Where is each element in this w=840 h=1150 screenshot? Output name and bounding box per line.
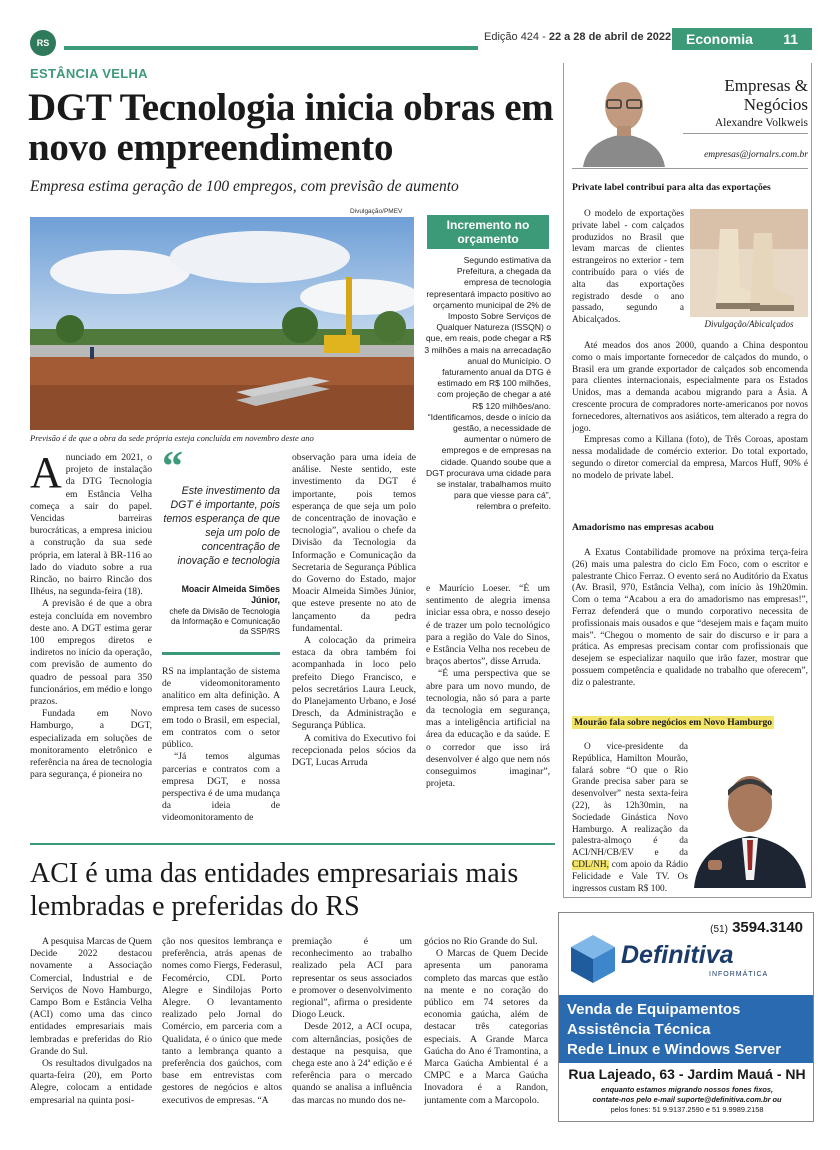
- column-title: Empresas & Negócios: [724, 76, 808, 114]
- ad-phone-area: (51): [710, 924, 728, 935]
- column-subhead: Private label contribui para alta das exportações: [572, 182, 771, 193]
- article2-column-1: [30, 936, 152, 1126]
- article2-paragraph: Desde 2012, a ACI ocupa, com alternâncias, posições de destaque na pesquisa, que chega este ano à 24ª edição e é referência para o mercado quando se analisa a influência das marcas no mundo dos ne-: [292, 1021, 412, 1106]
- article2-column-4: [424, 936, 548, 1126]
- ad-note: enquanto estamos migrando nossos fones fixos,: [600, 1085, 774, 1094]
- quote-author-role: chefe da Divisão de Tecnologia da Informação e Comunicação da SSP/RS: [169, 607, 280, 636]
- ad-phone-number: 3594.3140: [732, 919, 803, 936]
- article2-paragraph: premiação é um reconhecimento ao trabalho realizado pela ACI para representar os seus associados e promover o desenvolvimento regional”, afirma o presidente Diogo Leuck.: [292, 936, 412, 1021]
- section-tab: [672, 28, 812, 50]
- sidebox-title: Incremento no orçamento: [427, 215, 549, 249]
- article-divider: [30, 843, 555, 845]
- article1-column-3: [292, 452, 416, 832]
- ad-phone: [710, 919, 803, 936]
- column-paragraph: A Exatus Contabilidade promove na próxima terça-feira (26) mais uma palestra do ciclo Em Foco, com o escritor e palestrante Chico Ferraz. O evento será no Auditório da Exatus (Av. Brasil, 970, Estância Velha), com início às 19h20min. Com o tema “Acabou a era do amadorismo nas empresas!”, Ferraz defenderá que o mundo corporativo necessita de profissionais mais ousados e que “desejem mais e façam muito mais”. “Chegou o momento de sair do discurso e ir para a prática. As empresas precisam contar com profissionais que desejem se especializar naquilo que irão fazer, mostrar que possuem competência e qualidade no trabalho que oferecem”, diz o palestrante.: [572, 548, 808, 688]
- article1-paragraph: “Já temos algumas parcerias e contratos com a empresa DGT, e nossa perspectiva é de uma mudança da ideia de videomonitoramento de: [162, 751, 280, 824]
- drop-cap: A: [30, 452, 62, 497]
- column-rule: [572, 168, 808, 169]
- advertisement[interactable]: [558, 912, 814, 1122]
- ad-services: [559, 995, 814, 1063]
- article1-paragraph: Fundada em Novo Hamburgo, a DGT, especializada em soluções de monitoramento eletrônico e referência na área de tecnologia para segurança, é pioneira no: [30, 708, 152, 781]
- article1-column-1: [30, 452, 152, 832]
- header-rule: [64, 46, 478, 50]
- article1-paragraph: nunciado em 2021, o projeto de instalação da DTG Tecnologia em Estância Velha começa a sair do papel. Vencidas barreiras burocráticas, a empresa iniciou a construção da sua sede própria, em lateral à BR-116 ao lado do viaduto sobre a rua Rincão, no bairro Rincão dos Ilhéus, na segunda-feira (18).: [30, 452, 152, 598]
- boots-photo: [690, 209, 808, 317]
- ad-brand: Definitiva: [621, 941, 734, 969]
- article1-paragraph: e Maurício Loeser. “É um sentimento de alegria imensa iniciar essa obra, e nosso desejo é de trazer um polo tecnológico para a região do Vale do Sinos, e Estância Velha nos recebeu de braços abertos”, disse Arruda.: [426, 583, 550, 668]
- article1-paragraph: RS na implantação de sistema de videomonitoramento analítico em alta definição. A empresa tem cases de sucesso em todo o Brasil, em especial, em contratos com o setor público.: [162, 666, 280, 751]
- article2-paragraph: A pesquisa Marcas de Quem Decide 2022 destacou novamente a Associação Comercial, Industrial e de Serviços de Novo Hamburgo, Campo Bom e Estância Velha (ACI) como uma das cinco entidades empresariais mais lembradas e preferidas do Rio Grande do Sul.: [30, 936, 152, 1057]
- column-paragraph: Empresas como a Killana (foto), de Três Coroas, apostam nessa modalidade de comércio exterior. Do total exportado, segundo o diretor comercial da empresa, Marcos Huff, 90% é no modelo de private label.: [572, 435, 808, 481]
- column-paragraph-end: com apoio da Rádio Felicidade e Vale TV. Os ingressos custam R$ 100.: [572, 859, 688, 892]
- article2-paragraph: ção nos quesitos lembrança e preferência, atrás apenas de nomes como Fiergs, Federasul, Fecomércio, CDL Porto Alegre e Sindilojas Porto Alegre. O levantamento realizado pelo Jornal do Comércio, em parceria com a Qualidata, é o único que mede tanto a lembrança quanto a preferência dos gaúchos, com base em entrevistas com gestores de negócios e altos executivos de empresas. “A: [162, 936, 282, 1106]
- article2-paragraph: gócios no Rio Grande do Sul.: [424, 936, 538, 947]
- article2-paragraph: Os resultados divulgados na quarta-feira (20), em Porto Alegre, colocam a entidade empresarial na quinta posi-: [30, 1058, 152, 1106]
- sidebox-text: Segundo estimativa da Prefeitura, a chegada da empresa de tecnologia representará impacto positivo ao orçamento municipal de 2% de Imposto Sobre Serviços de Qualquer Natureza (ISSQN) o que, em reais, pode chegar a R$ 3 milhões a mais na arrecadação anual do Município. O faturamento anual da DTG é estimado em R$ 100 milhões, com projeção de chegar a até R$ 120 milhões/ano. “Identificamos, desde o início da gestão, a necessidade de aumentar o número de empregos e de empresas na cidade. Quando soube que a DGT procurava uma cidade para se instalar, trabalhamos muito para que viesse para cá”, relembra o prefeito.: [424, 255, 551, 512]
- column-paragraph: O vice-presidente da República, Hamilton Mourão, falará sobre “O que o Rio Grande precisa saber para se desenvolver” nesta sexta-feira (22), às 12h30min, na Sociedade Ginástica Novo Hamburgo. A realização da palestra-almoço é da ACI/NH/CB/EV e da: [572, 742, 688, 859]
- columnist-photo: [577, 70, 671, 167]
- construction-site-photo[interactable]: [30, 217, 414, 430]
- article1-paragraph: A colocação da primeira estaca da obra também foi acompanhada in loco pelo prefeito Diego Francisco, e pelos secretários Laura Leuck, do Planejamento Urbano, e José Dresch, da Administração e Segurança Pública.: [292, 635, 416, 732]
- edition-info: [484, 31, 671, 43]
- article2-column-2: [162, 936, 282, 1126]
- photo-credit: Divulgação/PMEV: [350, 208, 403, 215]
- column-paragraph: O modelo de exportações private label - com calçados produzidos no Brasil que levam marcas de clientes estrangeiros no exterior - tem contribuído para o viés de alta das exportações registrado desde o ano passado, segundo a Abicalçados.: [572, 209, 684, 326]
- column-section-1-intro: [572, 209, 684, 341]
- column-paragraph: Até meados dos anos 2000, quando a China despontou como o mais importante fornecedor de calçados do mundo, o Brasil era um grande exportador de calçados sob encomenda para clientes internacionais, especialmente para os Estados Unidos, mas a demanda acabou migrando para a Ásia. A crescente procura de compradores norte-americanos por novos fornecedores, alternativos aos asiáticos, tem alterado a regra do jogo.: [572, 341, 808, 434]
- quote-text: Este investimento da DGT é importante, pois temos esperança de que seja um polo de concentração de inovação e tecnologia: [163, 485, 280, 567]
- vice-president-photo: [690, 760, 810, 888]
- article1-paragraph: observação para uma ideia de análise. Neste sentido, este investimento da DGT é importante, pois temos esperança de que seja um polo de concentração de inovação e tecnologia”, avaliou o chefe da Divisão da Tecnologia da Informação e Comunicação da Secretaria de Segurança Pública do Governo do Estado, major Moacir Almeida Simões Júnior, que esteve presente no ato de lançamento da pedra fundamental.: [292, 452, 416, 634]
- highlighted-text: CDL/NH,: [572, 859, 609, 870]
- column-subhead: Amadorismo nas empresas acabou: [572, 522, 714, 533]
- ad-note: contate-nos pelo e-mail suporte@definitiva.com.br ou: [592, 1095, 782, 1104]
- newspaper-logo: [30, 30, 56, 56]
- photo-caption: Divulgação/Abicalçados: [704, 319, 794, 329]
- article-kicker: ESTÂNCIA VELHA: [30, 66, 148, 81]
- ad-service: Rede Linux e Windows Server: [567, 1041, 782, 1058]
- pull-quote: [162, 444, 280, 652]
- article2-paragraph: O Marcas de Quem Decide apresenta um panorama completo das marcas que estão na mente e no coração do público em 74 setores da economia gaúcha, além de destacar três categorias especiais. A Grande Marca Gaúcha do Ano é Tramontina, a Marca Gaúcha Ambiental é a CMPC e a Marca Gaúcha Inovadora é a Randon, juntamente com a Marcopolo.: [424, 948, 548, 1106]
- edition-number: Edição 424 -: [484, 31, 549, 43]
- article1-paragraph: A comitiva do Executivo foi recepcionada pelos sócios da DGT, Lucas Arruda: [292, 732, 416, 769]
- column-section-2: [572, 548, 808, 710]
- article1-paragraph: “É uma perspectiva que se abre para um novo mundo, de tecnologia, não só para a parte da tecnologia em segurança, mas a inteligência artificial na área da educação e da saúde. E o corredor que isso irá desenvolver é algo que nem nós conseguimos imaginar”, projeta.: [426, 668, 550, 790]
- ad-brand-sub: INFORMÁTICA: [709, 971, 769, 978]
- article1-column-2: [162, 666, 280, 836]
- ad-service: Venda de Equipamentos: [567, 1001, 741, 1018]
- quote-mark-icon: “: [162, 444, 183, 490]
- ad-service: Assistência Técnica: [567, 1021, 711, 1038]
- article-subhead: Empresa estima geração de 100 empregos, com previsão de aumento: [30, 178, 459, 195]
- column-subhead: Mourão fala sobre negócios em Novo Hamburgo: [574, 717, 773, 728]
- article2-column-3: [292, 936, 412, 1126]
- column-section-1: [572, 341, 808, 516]
- quote-rule: [162, 652, 280, 655]
- logo-text: RS: [36, 38, 50, 48]
- edition-dates: 22 a 28 de abril de 2022: [548, 31, 672, 43]
- quote-author: Moacir Almeida Simões Júnior,: [181, 584, 280, 605]
- article1-column-4: [426, 583, 550, 833]
- article-headline[interactable]: DGT Tecnologia inicia obras em novo empreendimento: [28, 86, 554, 169]
- column-rule: [683, 133, 808, 134]
- ad-note: pelos fones: 51 9.9137.2590 e 51 9.9989.2158: [610, 1105, 764, 1114]
- column-email[interactable]: empresas@jornalrs.com.br: [704, 150, 808, 160]
- photo-caption: Previsão é de que a obra da sede própria esteja concluída em novembro deste ano: [30, 433, 314, 443]
- column-section-3: [572, 742, 688, 892]
- ad-address: Rua Lajeado, 63 - Jardim Mauá - NH: [568, 1066, 806, 1082]
- page-number: 11: [783, 31, 798, 47]
- definitiva-logo-icon: [567, 929, 621, 987]
- article1-paragraph: A previsão é de que a obra esteja concluída em novembro deste ano. A DGT estima gerar 100 empregos diretos e indiretos no início da operação, com previsão de aumento do quadro de pessoal para 350 funcionários, em médio e longo prazos.: [30, 598, 152, 708]
- section-name: Economia: [686, 31, 753, 47]
- article2-headline[interactable]: ACI é uma das entidades empresariais mais lembradas e preferidas do RS: [30, 858, 519, 922]
- column-author: Alexandre Volkweis: [714, 117, 808, 129]
